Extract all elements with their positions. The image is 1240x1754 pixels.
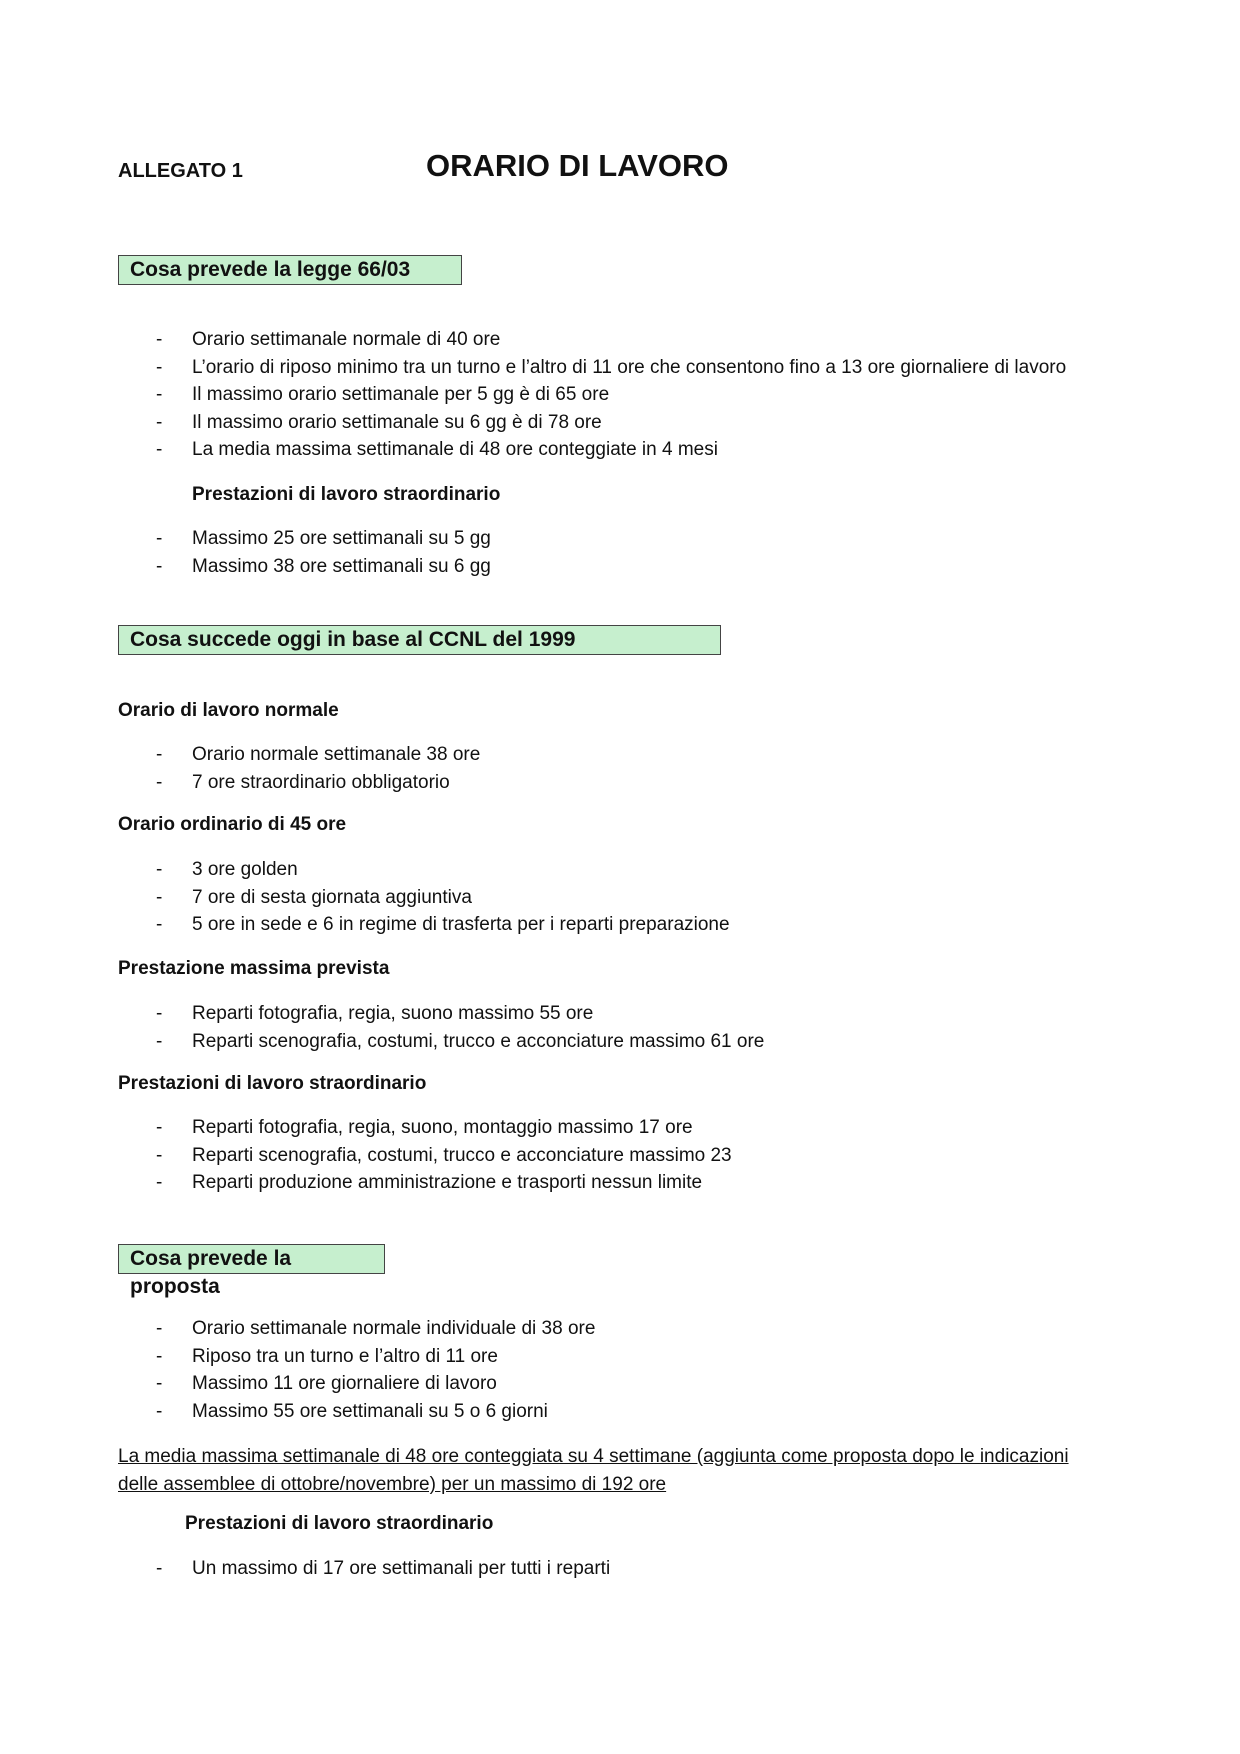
group-title-orario-normale: Orario di lavoro normale [118, 700, 339, 721]
list-item: - Un massimo di 17 ore settimanali per tutti i reparti [156, 1555, 610, 1583]
section-heading-legge: Cosa prevede la legge 66/03 [118, 255, 462, 285]
group-title-straordinario: Prestazioni di lavoro straordinario [118, 1073, 427, 1094]
list-item: - 7 ore straordinario obbligatorio [156, 769, 480, 797]
group-list-orario-ordinario [156, 856, 730, 939]
proposta-list [156, 1315, 595, 1425]
legge-sub-list [156, 525, 491, 580]
list-item: - Orario settimanale normale di 40 ore [156, 326, 1066, 354]
proposta-sub-heading: Prestazioni di lavoro straordinario [185, 1513, 494, 1534]
list-item: - 7 ore di sesta giornata aggiuntiva [156, 884, 730, 912]
group-list-prestazione-massima [156, 1000, 764, 1055]
list-item: - L’orario di riposo minimo tra un turno e l’altro di 11 ore che consentono fino a 13 ore giornaliere di lavoro [156, 354, 1066, 382]
list-item: - Massimo 38 ore settimanali su 6 gg [156, 553, 491, 581]
list-item: - Massimo 55 ore settimanali su 5 o 6 giorni [156, 1398, 595, 1426]
group-list-orario-normale [156, 741, 480, 796]
group-title-orario-ordinario: Orario ordinario di 45 ore [118, 814, 347, 835]
list-item: - Massimo 11 ore giornaliere di lavoro [156, 1370, 595, 1398]
allegato-label: ALLEGATO 1 [118, 160, 243, 182]
legge-sub-heading: Prestazioni di lavoro straordinario [192, 484, 501, 505]
list-item: - Reparti fotografia, regia, suono, montaggio massimo 17 ore [156, 1114, 732, 1142]
page-title: ORARIO DI LAVORO [426, 148, 729, 183]
group-list-straordinario [156, 1114, 732, 1197]
proposta-sub-list [156, 1555, 610, 1583]
list-item: - Orario normale settimanale 38 ore [156, 741, 480, 769]
section-heading-proposta: Cosa prevede la proposta [118, 1244, 385, 1274]
list-item: - Il massimo orario settimanale su 6 gg è di 78 ore [156, 409, 1066, 437]
list-item: - Reparti scenografia, costumi, trucco e acconciature massimo 23 [156, 1142, 732, 1170]
list-item: - 3 ore golden [156, 856, 730, 884]
list-item: - Reparti scenografia, costumi, trucco e acconciature massimo 61 ore [156, 1028, 764, 1056]
list-item: - Reparti fotografia, regia, suono massimo 55 ore [156, 1000, 764, 1028]
list-item: - Massimo 25 ore settimanali su 5 gg [156, 525, 491, 553]
section-heading-ccnl: Cosa succede oggi in base al CCNL del 1999 [118, 625, 721, 655]
group-title-prestazione-massima: Prestazione massima prevista [118, 958, 390, 979]
list-item: - Orario settimanale normale individuale di 38 ore [156, 1315, 595, 1343]
list-item: - 5 ore in sede e 6 in regime di trasferta per i reparti preparazione [156, 911, 730, 939]
list-item: - La media massima settimanale di 48 ore conteggiate in 4 mesi [156, 436, 1066, 464]
proposta-note: La media massima settimanale di 48 ore conteggiata su 4 settimane (aggiunta come proposta dopo le indicazioni delle assemblee di ottobre/novembre) per un massimo di 192 ore [118, 1446, 1069, 1495]
legge-list [156, 326, 1066, 464]
list-item: - Riposo tra un turno e l’altro di 11 ore [156, 1343, 595, 1371]
list-item: - Reparti produzione amministrazione e trasporti nessun limite [156, 1169, 732, 1197]
list-item: - Il massimo orario settimanale per 5 gg è di 65 ore [156, 381, 1066, 409]
